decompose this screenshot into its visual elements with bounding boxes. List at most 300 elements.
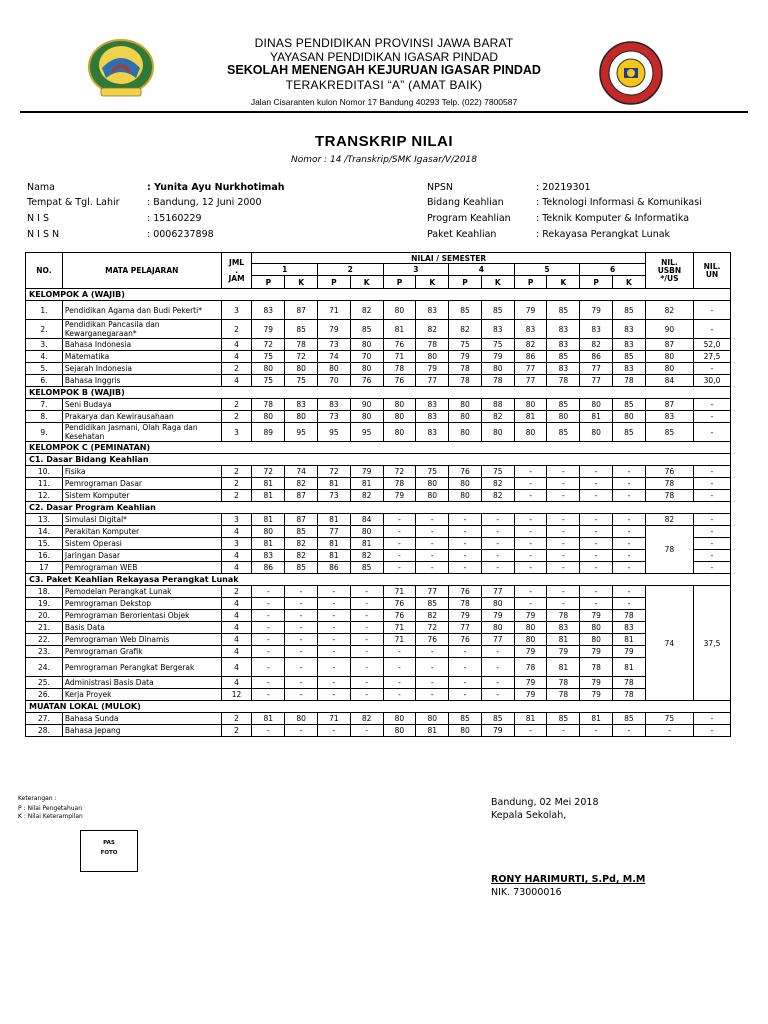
- nama-value: : Yunita Ayu Nurkhotimah: [147, 182, 285, 193]
- grade-cell: 85: [547, 423, 580, 442]
- grade-cell: 81: [613, 658, 646, 677]
- subject-name: Pemrograman Perangkat Bergerak: [62, 658, 221, 677]
- grade-cell: -: [252, 658, 285, 677]
- west-java-emblem-logo: [86, 38, 156, 100]
- grade-cell: -: [416, 514, 449, 526]
- grade-cell: -: [580, 562, 613, 574]
- jumlah-jam: 4: [221, 351, 252, 363]
- section-row: [26, 442, 731, 454]
- usbn-score: 75: [645, 713, 693, 725]
- subject-name: Pendidikan Agama dan Budi Pekerti*: [62, 301, 221, 320]
- grade-cell: -: [317, 610, 350, 622]
- grade-cell: 81: [547, 658, 580, 677]
- grade-cell: -: [416, 550, 449, 562]
- grade-cell: 78: [547, 610, 580, 622]
- semester-header: 6: [580, 264, 646, 276]
- grade-cell: 83: [416, 423, 449, 442]
- grade-cell: -: [449, 526, 482, 538]
- subject-name: Bahasa Indonesia: [62, 339, 221, 351]
- table-row: [26, 689, 731, 701]
- jumlah-jam: 2: [221, 320, 252, 339]
- table-row: [26, 320, 731, 339]
- grade-cell: 78: [613, 689, 646, 701]
- grade-cell: 78: [449, 363, 482, 375]
- grade-cell: 72: [252, 339, 285, 351]
- grade-cell: 80: [481, 423, 514, 442]
- un-score: -: [694, 538, 731, 550]
- grade-cell: 80: [350, 363, 383, 375]
- subject-name: Sistem Operasi: [62, 538, 221, 550]
- nis-label: N I S: [27, 213, 49, 224]
- grade-cell: 79: [580, 677, 613, 689]
- grade-cell: 75: [285, 375, 318, 387]
- grade-cell: 82: [350, 550, 383, 562]
- grade-cell: -: [613, 562, 646, 574]
- subject-name: Administrasi Basis Data: [62, 677, 221, 689]
- grade-cell: -: [613, 526, 646, 538]
- jumlah-jam: 4: [221, 658, 252, 677]
- grade-cell: 80: [580, 634, 613, 646]
- grade-cell: 76: [383, 375, 416, 387]
- grade-cell: -: [383, 526, 416, 538]
- grade-cell: 79: [449, 610, 482, 622]
- grade-cell: -: [580, 514, 613, 526]
- row-number: 14.: [26, 526, 63, 538]
- section-row: [26, 387, 731, 399]
- jumlah-jam: 4: [221, 610, 252, 622]
- grade-cell: 78: [416, 339, 449, 351]
- grade-cell: 76: [383, 598, 416, 610]
- grade-cell: 89: [252, 423, 285, 442]
- p-subheader: P: [449, 276, 482, 289]
- grade-cell: -: [252, 610, 285, 622]
- p-subheader: P: [514, 276, 547, 289]
- subject-name: Basis Data: [62, 622, 221, 634]
- grade-cell: 78: [449, 598, 482, 610]
- grade-cell: 81: [580, 411, 613, 423]
- grade-cell: -: [449, 646, 482, 658]
- jumlah-jam: 4: [221, 677, 252, 689]
- usbn-score: 80: [645, 351, 693, 363]
- grade-cell: -: [416, 689, 449, 701]
- grade-cell: -: [416, 646, 449, 658]
- grade-cell: 71: [383, 351, 416, 363]
- table-row: [26, 351, 731, 363]
- grade-cell: 79: [580, 610, 613, 622]
- grade-cell: -: [547, 550, 580, 562]
- grade-cell: 85: [350, 562, 383, 574]
- grade-cell: -: [547, 538, 580, 550]
- grade-cell: -: [285, 658, 318, 677]
- grade-cell: 80: [514, 423, 547, 442]
- p-subheader: P: [580, 276, 613, 289]
- row-number: 16.: [26, 550, 63, 562]
- un-score: 30,0: [694, 375, 731, 387]
- grade-cell: 72: [416, 622, 449, 634]
- table-row: [26, 375, 731, 387]
- grade-cell: 72: [383, 466, 416, 478]
- grade-cell: -: [285, 598, 318, 610]
- grade-cell: 77: [317, 526, 350, 538]
- grade-cell: -: [350, 646, 383, 658]
- grade-cell: 71: [383, 586, 416, 598]
- grade-cell: 82: [416, 320, 449, 339]
- table-row: [26, 586, 731, 598]
- row-number: 11.: [26, 478, 63, 490]
- grade-cell: 80: [481, 598, 514, 610]
- grade-cell: 82: [350, 301, 383, 320]
- grade-cell: 75: [416, 466, 449, 478]
- grade-cell: -: [580, 725, 613, 737]
- grade-cell: 83: [580, 320, 613, 339]
- grade-cell: -: [317, 725, 350, 737]
- grade-cell: 86: [317, 562, 350, 574]
- grade-cell: 80: [481, 363, 514, 375]
- section-title: C1. Dasar Bidang Keahlian: [26, 454, 731, 466]
- grade-cell: -: [252, 646, 285, 658]
- grade-cell: 81: [383, 320, 416, 339]
- subject-name: Kerja Proyek: [62, 689, 221, 701]
- grade-cell: 85: [613, 399, 646, 411]
- grade-cell: 81: [613, 634, 646, 646]
- jumlah-jam: 2: [221, 363, 252, 375]
- grade-cell: 80: [383, 301, 416, 320]
- grade-cell: 79: [514, 646, 547, 658]
- usbn-score: 78: [645, 490, 693, 502]
- grade-cell: 88: [481, 399, 514, 411]
- grade-cell: -: [252, 622, 285, 634]
- jumlah-jam: 4: [221, 526, 252, 538]
- table-row: [26, 598, 731, 610]
- un-score: -: [694, 423, 731, 442]
- grade-cell: -: [285, 646, 318, 658]
- col-usbn-header: NIL. USBN */US: [645, 253, 693, 289]
- un-score: -: [694, 725, 731, 737]
- section-title: C2. Dasar Program Keahlian: [26, 502, 731, 514]
- table-row: [26, 339, 731, 351]
- jumlah-jam: 2: [221, 399, 252, 411]
- grade-cell: -: [481, 526, 514, 538]
- grade-cell: -: [613, 466, 646, 478]
- grade-cell: -: [449, 689, 482, 701]
- grade-cell: 78: [252, 399, 285, 411]
- table-row: [26, 646, 731, 658]
- grade-cell: 83: [613, 622, 646, 634]
- un-score: -: [694, 514, 731, 526]
- grade-cell: 78: [383, 363, 416, 375]
- grade-cell: 78: [383, 478, 416, 490]
- grade-cell: -: [449, 538, 482, 550]
- grade-cell: -: [350, 725, 383, 737]
- un-score: -: [694, 363, 731, 375]
- grade-cell: 95: [317, 423, 350, 442]
- grade-cell: 80: [449, 490, 482, 502]
- subject-name: Fisika: [62, 466, 221, 478]
- grade-cell: 80: [547, 411, 580, 423]
- grade-cell: -: [285, 725, 318, 737]
- grade-cell: 79: [514, 301, 547, 320]
- grade-cell: -: [449, 677, 482, 689]
- grade-cell: 85: [613, 351, 646, 363]
- grade-cell: 78: [547, 689, 580, 701]
- section-title: MUATAN LOKAL (MULOK): [26, 701, 731, 713]
- grade-cell: 79: [580, 646, 613, 658]
- jumlah-jam: 2: [221, 713, 252, 725]
- grade-cell: 85: [613, 423, 646, 442]
- grade-cell: -: [514, 725, 547, 737]
- grade-cell: 79: [350, 466, 383, 478]
- grade-cell: 95: [285, 423, 318, 442]
- grade-cell: 71: [383, 622, 416, 634]
- npsn-label: NPSN: [427, 182, 453, 193]
- grade-cell: 79: [416, 363, 449, 375]
- row-number: 2.: [26, 320, 63, 339]
- grade-cell: 83: [613, 339, 646, 351]
- section-row: [26, 574, 731, 586]
- col-un-header: NIL. UN: [694, 253, 731, 289]
- grade-cell: -: [547, 526, 580, 538]
- un-score: -: [694, 320, 731, 339]
- grade-cell: 85: [613, 713, 646, 725]
- grade-cell: -: [481, 514, 514, 526]
- un-score: -: [694, 478, 731, 490]
- nisn-label: N I S N: [27, 229, 60, 240]
- grade-cell: -: [514, 550, 547, 562]
- usbn-score: 76: [645, 466, 693, 478]
- transcript-table: [25, 252, 731, 737]
- grade-cell: 76: [383, 610, 416, 622]
- jumlah-jam: 2: [221, 466, 252, 478]
- grade-cell: 82: [416, 610, 449, 622]
- grade-cell: 79: [252, 320, 285, 339]
- grade-cell: 85: [481, 301, 514, 320]
- grade-cell: 85: [416, 598, 449, 610]
- grade-cell: -: [285, 610, 318, 622]
- grade-cell: 80: [514, 634, 547, 646]
- grade-cell: -: [383, 689, 416, 701]
- grade-cell: -: [252, 689, 285, 701]
- jumlah-jam: 4: [221, 646, 252, 658]
- grade-cell: 80: [416, 351, 449, 363]
- subject-name: Perakitan Komputer: [62, 526, 221, 538]
- un-score: -: [694, 301, 731, 320]
- grade-cell: 82: [285, 550, 318, 562]
- un-score: 37,5: [694, 586, 731, 701]
- grade-cell: 82: [580, 339, 613, 351]
- grade-cell: -: [416, 562, 449, 574]
- jumlah-jam: 2: [221, 586, 252, 598]
- grade-cell: 82: [481, 490, 514, 502]
- grade-cell: -: [547, 490, 580, 502]
- col-no-header: NO.: [26, 253, 63, 289]
- table-row: [26, 490, 731, 502]
- un-score: -: [694, 466, 731, 478]
- program-value: : Teknik Komputer & Informatika: [536, 213, 690, 224]
- nisn-value: : 0006237898: [147, 229, 214, 240]
- grade-cell: 80: [580, 622, 613, 634]
- subject-name: Matematika: [62, 351, 221, 363]
- section-title: KELOMPOK B (WAJIB): [26, 387, 731, 399]
- un-score: -: [694, 399, 731, 411]
- section-title: C3. Paket Keahlian Rekayasa Perangkat Lunak: [26, 574, 731, 586]
- grade-cell: -: [285, 586, 318, 598]
- signature-name: RONY HARIMURTI, S.Pd, M.M: [491, 874, 646, 885]
- grade-cell: -: [317, 646, 350, 658]
- k-subheader: K: [285, 276, 318, 289]
- row-number: 12.: [26, 490, 63, 502]
- grade-cell: -: [350, 634, 383, 646]
- grade-cell: 81: [514, 713, 547, 725]
- grade-cell: -: [580, 478, 613, 490]
- grade-cell: -: [613, 598, 646, 610]
- grade-cell: 80: [252, 411, 285, 423]
- grade-cell: -: [252, 598, 285, 610]
- grade-cell: 80: [514, 399, 547, 411]
- grade-cell: 76: [449, 466, 482, 478]
- grade-cell: -: [383, 562, 416, 574]
- semester-header: 3: [383, 264, 449, 276]
- semester-header: 2: [317, 264, 383, 276]
- grade-cell: -: [252, 725, 285, 737]
- grade-cell: 80: [285, 363, 318, 375]
- grade-cell: 82: [449, 320, 482, 339]
- grade-cell: 81: [252, 490, 285, 502]
- jumlah-jam: 4: [221, 634, 252, 646]
- grade-cell: -: [317, 658, 350, 677]
- grade-cell: -: [580, 598, 613, 610]
- grade-cell: -: [383, 677, 416, 689]
- grade-cell: -: [383, 658, 416, 677]
- grade-cell: -: [547, 598, 580, 610]
- section-row: [26, 701, 731, 713]
- grade-cell: 80: [383, 423, 416, 442]
- un-score: -: [694, 550, 731, 562]
- grade-cell: 78: [449, 375, 482, 387]
- jumlah-jam: 4: [221, 598, 252, 610]
- row-number: 8.: [26, 411, 63, 423]
- grade-cell: 79: [481, 351, 514, 363]
- grade-cell: -: [285, 689, 318, 701]
- document-title: TRANSKRIP NILAI: [314, 133, 454, 150]
- usbn-score: -: [645, 725, 693, 737]
- npsn-value: : 20219301: [536, 182, 591, 193]
- grade-cell: -: [481, 677, 514, 689]
- un-score: -: [694, 411, 731, 423]
- grade-cell: 80: [580, 399, 613, 411]
- ttl-label: Tempat & Tgl. Lahir: [27, 197, 120, 208]
- grade-cell: 81: [416, 725, 449, 737]
- pas-foto-line1: PAS: [103, 840, 115, 846]
- row-number: 3.: [26, 339, 63, 351]
- col-jml-jam-header: JML . JAM: [221, 253, 252, 289]
- grade-cell: 75: [481, 466, 514, 478]
- grade-cell: 77: [416, 586, 449, 598]
- grade-cell: 82: [481, 478, 514, 490]
- subject-name: Bahasa Sunda: [62, 713, 221, 725]
- grade-cell: 77: [481, 586, 514, 598]
- grade-cell: 80: [350, 411, 383, 423]
- grade-cell: -: [547, 562, 580, 574]
- usbn-score: 82: [645, 514, 693, 526]
- grade-cell: 80: [383, 399, 416, 411]
- grade-cell: -: [580, 490, 613, 502]
- subject-name: Pemrograman WEB: [62, 562, 221, 574]
- usbn-score: 82: [645, 301, 693, 320]
- grade-cell: 83: [547, 339, 580, 351]
- col-mapel-header: MATA PELAJARAN: [62, 253, 221, 289]
- grade-cell: -: [514, 562, 547, 574]
- subject-name: Seni Budaya: [62, 399, 221, 411]
- signature-role: Kepala Sekolah,: [491, 810, 567, 821]
- table-row: [26, 658, 731, 677]
- grade-cell: 81: [317, 538, 350, 550]
- grade-cell: 77: [481, 634, 514, 646]
- grade-cell: -: [383, 550, 416, 562]
- grade-cell: 75: [252, 351, 285, 363]
- grade-cell: 78: [547, 677, 580, 689]
- grade-cell: 78: [613, 610, 646, 622]
- un-score: 27,5: [694, 351, 731, 363]
- subject-name: Pemrograman Berorientasi Objek: [62, 610, 221, 622]
- semester-header: 5: [514, 264, 580, 276]
- header-accreditation: TERAKREDITASI “A” (AMAT BAIK): [285, 78, 483, 92]
- row-number: 20.: [26, 610, 63, 622]
- grade-cell: 79: [547, 646, 580, 658]
- grade-cell: 80: [580, 423, 613, 442]
- grade-cell: 71: [317, 713, 350, 725]
- grade-cell: 75: [449, 339, 482, 351]
- subject-name: Pemrograman Grafik: [62, 646, 221, 658]
- table-row: [26, 301, 731, 320]
- grade-cell: 80: [285, 411, 318, 423]
- grade-cell: 80: [252, 526, 285, 538]
- usbn-score: 84: [645, 375, 693, 387]
- grade-cell: 76: [416, 634, 449, 646]
- grade-cell: -: [449, 550, 482, 562]
- grade-cell: -: [383, 538, 416, 550]
- grade-cell: -: [514, 538, 547, 550]
- grade-cell: 85: [449, 301, 482, 320]
- grade-cell: 75: [481, 339, 514, 351]
- subject-name: Pemrograman Web Dinamis: [62, 634, 221, 646]
- subject-name: Pendidikan Jasmani, Olah Raga dan Kesehatan: [62, 423, 221, 442]
- grade-cell: 80: [416, 490, 449, 502]
- grade-cell: 78: [613, 375, 646, 387]
- grade-cell: 71: [383, 634, 416, 646]
- bidang-label: Bidang Keahlian: [427, 197, 504, 208]
- grade-cell: 85: [285, 562, 318, 574]
- table-row: [26, 526, 731, 538]
- section-row: [26, 502, 731, 514]
- grade-cell: 80: [514, 622, 547, 634]
- row-number: 19.: [26, 598, 63, 610]
- grade-cell: -: [481, 538, 514, 550]
- table-row: [26, 399, 731, 411]
- grade-cell: -: [613, 725, 646, 737]
- grade-cell: -: [514, 466, 547, 478]
- grade-cell: 72: [285, 351, 318, 363]
- grade-cell: 76: [449, 634, 482, 646]
- subject-name: Pemrograman Dasar: [62, 478, 221, 490]
- table-row: [26, 363, 731, 375]
- grade-cell: 83: [514, 320, 547, 339]
- grade-cell: 82: [350, 713, 383, 725]
- program-label: Program Keahlian: [427, 213, 511, 224]
- grade-cell: 85: [547, 399, 580, 411]
- grade-cell: 83: [547, 622, 580, 634]
- grade-cell: -: [252, 677, 285, 689]
- usbn-score: 87: [645, 399, 693, 411]
